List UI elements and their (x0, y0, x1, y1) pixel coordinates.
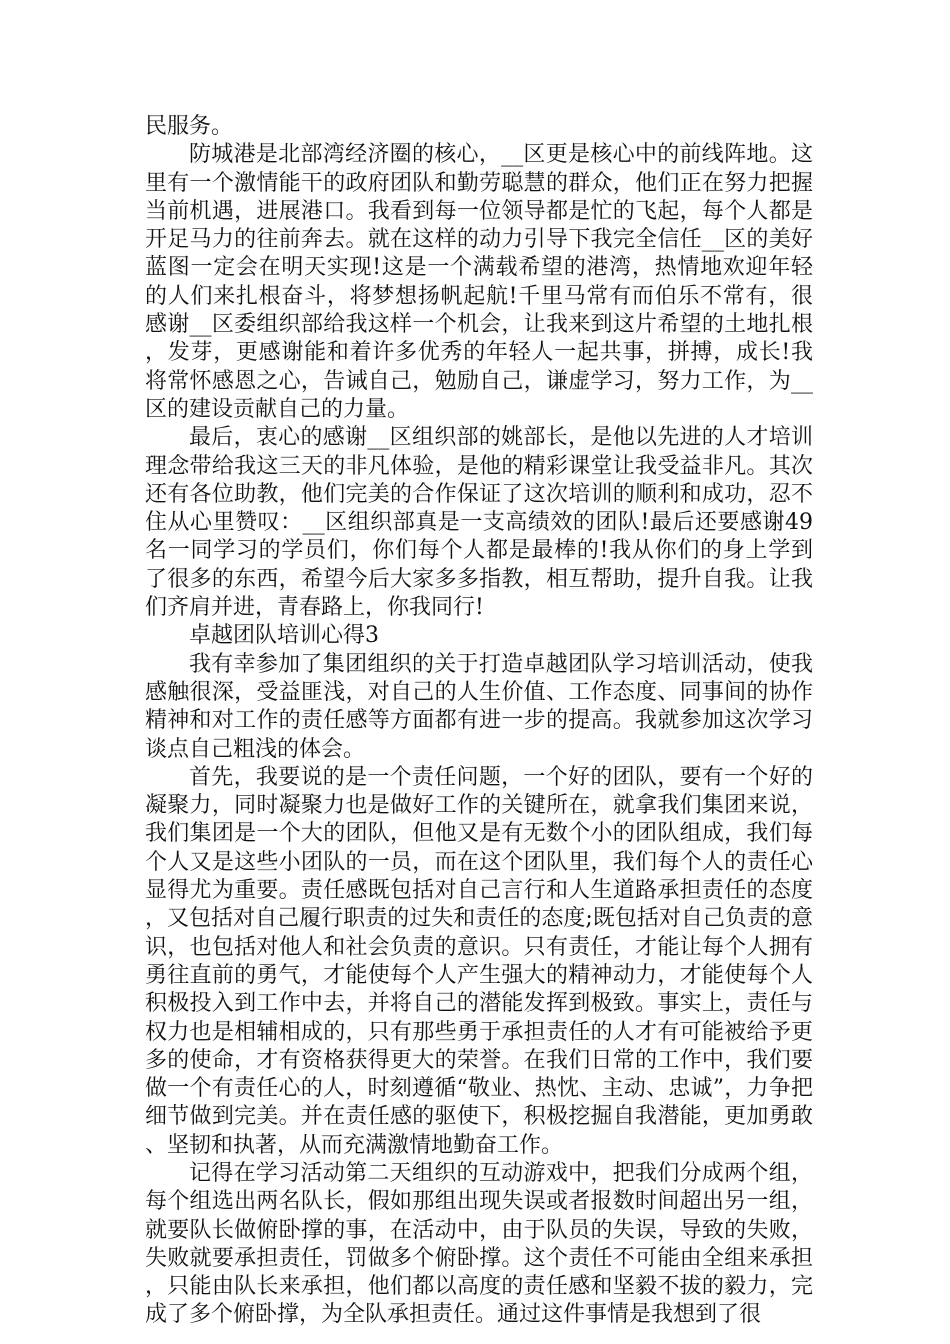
paragraph-intro: 我有幸参加了集团组织的关于打造卓越团队学习培训活动，使我感触很深，受益匪浅，对自己的人生价值、工作态度、同事间的协作精神和对工作的责任感等方面都有进一步的提高。我就参加这次学习谈点自己粗浅的体会。 (145, 651, 813, 762)
paragraph-continuation: 民服务。 (145, 114, 234, 139)
paragraph-fangchenggang: 防城港是北部湾经济圈的核心，__区更是核心中的前线阵地。这里有一个激情能干的政府团队和勤劳聪慧的群众，他们正在努力把握当前机遇，进展港口。我看到每一位领导都是忙的飞起，每个人都是开足马力的往前奔去。就在这样的动力引导下我完全信任__区的美好蓝图一定会在明天实现!这是一个满载希望的港湾，热情地欢迎年轻的人们来扎根奋斗，将梦想扬帆起航!千里马常有而伯乐不常有，很感谢__区委组织部给我这样一个机会，让我来到这片希望的土地扎根，发芽，更感谢能和着许多优秀的年轻人一起共事，拼搏，成长!我将常怀感恩之心，告诫自己，勉励自己，谦虚学习，努力工作，为__区的建设贡献自己的力量。 (145, 142, 813, 422)
document-body (145, 113, 813, 1330)
section-heading: 卓越团队培训心得3 (189, 623, 379, 649)
paragraph-responsibility: 首先，我要说的是一个责任问题，一个好的团队，要有一个好的凝聚力，同时凝聚力也是做好工作的关键所在，就拿我们集团来说，我们集团是一个大的团队，但他又是有无数个小的团队组成，我们每个人又是这些小团队的一员，而在这个团队里，我们每个人的责任心显得尤为重要。责任感既包括对自己言行和人生道路承担责任的态度，又包括对自己履行职责的过失和责任的态度;既包括对自己负责的意识，也包括对他人和社会负责的意识。只有责任，才能让每个人拥有勇往直前的勇气，才能使每个人产生强大的精神动力，才能使每个人积极投入到工作中去，并将自己的潜能发挥到极致。事实上，责任与权力也是相辅相成的，只有那些勇于承担责任的人才有可能被给予更多的使命，才有资格获得更大的荣誉。在我们日常的工作中，我们要做一个有责任心的人，时刻遵循“敬业、热忱、主动、忠诚”，力争把细节做到完美。并在责任感的驱使下，积极挖掘自我潜能，更加勇敢、坚韧和执著，从而充满激情地勤奋工作。 (145, 764, 813, 1158)
paragraph-thanks: 最后，衷心的感谢__区组织部的姚部长，是他以先进的人才培训理念带给我这三天的非凡体验，是他的精彩课堂让我受益非凡。其次还有各位助教，他们完美的合作保证了这次培训的顺利和成功，忍不住从心里赞叹：__区组织部真是一支高绩效的团队!最后还要感谢49名一同学习的学员们，你们每个人都是最棒的!我从你们的身上学到了很多的东西，希望今后大家多多指教，相互帮助，提升自我。让我们齐肩并进，青春路上，你我同行! (145, 425, 813, 621)
paragraph-game: 记得在学习活动第二天组织的互动游戏中，把我们分成两个组，每个组选出两名队长，假如那组出现失误或者报数时间超出另一组，就要队长做俯卧撑的事，在活动中，由于队员的失误，导致的失败，失败就要承担责任，罚做多个俯卧撑。这个责任不可能由全组来承担，只能由队长来承担，他们都以高度的责任感和坚毅不拔的毅力，完成了多个俯卧撑，为全队承担责任。通过这件事情是我想到了很 (145, 1160, 813, 1328)
